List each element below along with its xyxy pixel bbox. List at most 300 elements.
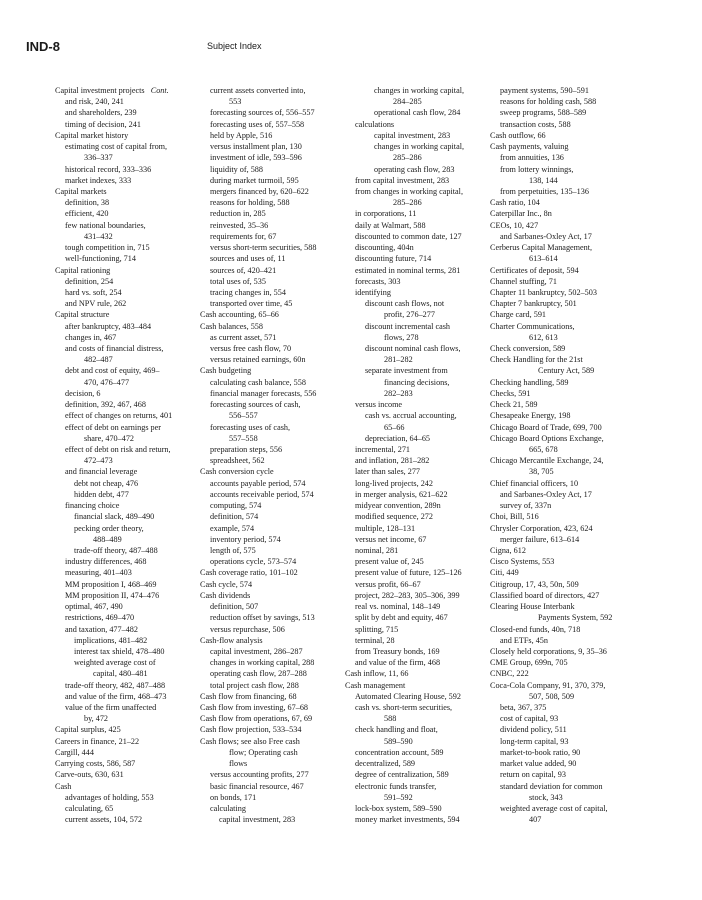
index-entry — [200, 377, 316, 388]
index-entry — [355, 433, 464, 444]
index-entry — [490, 343, 612, 354]
index-entry-text: financing decisions, — [384, 377, 450, 387]
index-entry — [200, 354, 316, 365]
index-column-1 — [55, 85, 172, 825]
index-entry-text: MM proposition I, 468–469 — [65, 579, 157, 589]
index-entry-text: 65–66 — [384, 422, 405, 432]
index-entry-text: versus income — [355, 400, 403, 410]
index-entry-text: Cash conversion cycle — [200, 467, 274, 477]
index-entry — [55, 197, 172, 208]
index-entry — [200, 410, 316, 421]
index-entry — [200, 646, 316, 657]
index-entry-text: Cash cycle, 574 — [200, 579, 253, 589]
index-entry — [200, 107, 316, 118]
index-entry — [200, 444, 316, 455]
index-entry — [200, 298, 316, 309]
index-entry — [355, 242, 464, 253]
index-entry — [355, 747, 464, 758]
index-entry-text: Chrysler Corporation, 423, 624 — [490, 523, 593, 533]
index-entry-text: investment of idle, 593–596 — [210, 153, 302, 163]
index-entry — [500, 635, 612, 646]
index-entry — [490, 455, 612, 466]
index-entry — [200, 332, 316, 343]
index-entry-text: 612, 613 — [529, 332, 558, 342]
index-entry-text: Capital surplus, 425 — [55, 725, 121, 735]
index-entry — [500, 444, 612, 455]
index-entry-text: Cash flow projection, 533–534 — [200, 725, 302, 735]
index-entry-text: on bonds, 171 — [210, 792, 257, 802]
index-entry — [490, 242, 612, 253]
index-entry — [490, 410, 612, 421]
index-entry — [500, 119, 612, 130]
index-entry — [55, 601, 172, 612]
index-entry-text: definition, 507 — [210, 602, 259, 612]
index-entry-text: Cash ratio, 104 — [490, 198, 540, 208]
index-entry-text: example, 574 — [210, 523, 255, 533]
index-entry-text: definition, 38 — [65, 198, 110, 208]
index-entry — [55, 433, 172, 444]
index-entry-text: total uses of, 535 — [210, 276, 266, 286]
index-entry — [55, 556, 172, 567]
index-entry-text: current assets converted into, — [210, 86, 306, 95]
index-entry-text: 482–487 — [84, 355, 113, 365]
index-entry-text: in corporations, 11 — [355, 209, 417, 219]
index-entry-text: measuring, 401–403 — [65, 568, 132, 578]
index-entry-text: definition, 392, 467, 468 — [65, 400, 146, 410]
index-entry-text: forecasting uses of, 557–558 — [210, 119, 305, 129]
index-entry — [490, 141, 612, 152]
index-entry-text: and Sarbanes-Oxley Act, 17 — [500, 489, 592, 499]
index-entry-text: operational cash flow, 284 — [374, 108, 461, 118]
index-entry — [490, 298, 612, 309]
index-entry — [500, 85, 612, 96]
index-entry-text: return on capital, 93 — [500, 770, 566, 780]
index-entry-text: Cargill, 444 — [55, 747, 94, 757]
index-entry — [355, 612, 464, 623]
index-entry-text: Checks, 591 — [490, 388, 531, 398]
index-entry-text: forecasting sources of cash, — [210, 400, 301, 410]
index-entry-text: market value added, 90 — [500, 759, 577, 769]
page-title: Subject Index — [207, 41, 262, 51]
index-entry — [55, 276, 172, 287]
index-entry-text: Capital markets — [55, 186, 107, 196]
index-entry — [200, 590, 316, 601]
index-entry-text: Chapter 11 bankruptcy, 502–503 — [490, 287, 597, 297]
index-entry-text: inventory period, 574 — [210, 534, 281, 544]
index-entry — [55, 702, 172, 713]
index-entry-text: discount incremental cash — [365, 321, 451, 331]
index-entry — [355, 130, 464, 141]
index-entry — [200, 612, 316, 623]
index-entry — [500, 186, 612, 197]
index-entry-text: implications, 481–482 — [74, 635, 148, 645]
index-entry — [55, 579, 172, 590]
index-entry — [200, 96, 316, 107]
index-entry — [355, 253, 464, 264]
index-entry-text: 665, 678 — [529, 445, 558, 454]
index-entry — [200, 724, 316, 735]
index-entry — [55, 657, 172, 668]
index-entry-text: 282–283 — [384, 388, 413, 398]
index-entry — [55, 758, 172, 769]
continued-label: Cont. — [144, 86, 169, 95]
index-entry-text: basic financial resource, 467 — [210, 781, 304, 791]
index-entry — [500, 253, 612, 264]
index-entry-text: discount cash flows, not — [365, 299, 445, 309]
index-entry-text: after bankruptcy, 483–484 — [65, 321, 152, 331]
index-entry-text: spreadsheet, 562 — [210, 456, 265, 466]
index-entry — [355, 590, 464, 601]
index-entry — [355, 422, 464, 433]
index-entry-text: modified sequence, 272 — [355, 512, 433, 522]
index-entry-text: 589–590 — [384, 736, 413, 746]
index-entry-text: from perpetuities, 135–136 — [500, 186, 589, 196]
index-entry-text: length of, 575 — [210, 545, 256, 555]
index-entry — [355, 208, 464, 219]
index-entry — [200, 85, 316, 96]
index-entry-text: Cash payments, valuing — [490, 142, 569, 152]
index-entry — [200, 466, 316, 477]
index-entry-text: from capital investment, 283 — [355, 175, 450, 185]
index-entry — [55, 466, 172, 477]
index-entry — [200, 489, 316, 500]
index-entry — [355, 309, 464, 320]
index-entry-text: forecasting uses of cash, — [210, 422, 291, 432]
index-entry — [345, 668, 464, 679]
index-entry — [55, 399, 172, 410]
index-entry-text: incremental, 271 — [355, 445, 411, 454]
index-entry-text: Cisco Systems, 553 — [490, 557, 555, 567]
index-entry — [200, 769, 316, 780]
index-entry — [355, 702, 464, 713]
index-entry — [200, 579, 316, 590]
index-entry-text: discount nominal cash flows, — [365, 344, 461, 354]
index-entry-text: cash vs. accrual accounting, — [365, 411, 457, 421]
index-entry-text: money market investments, 594 — [355, 815, 460, 825]
index-entry — [355, 332, 464, 343]
index-entry — [55, 500, 172, 511]
index-entry-text: versus free cash flow, 70 — [210, 344, 292, 354]
index-entry-text: Cash flow from financing, 68 — [200, 691, 297, 701]
index-entry — [200, 781, 316, 792]
index-entry — [355, 500, 464, 511]
index-entry — [200, 624, 316, 635]
index-entry-text: current assets, 104, 572 — [65, 815, 143, 825]
index-entry-text: 138, 144 — [529, 175, 558, 185]
index-entry — [500, 332, 612, 343]
index-entry-text: 285–286 — [393, 153, 422, 163]
index-entry — [490, 668, 612, 679]
index-entry-text: discounting future, 714 — [355, 254, 432, 264]
index-entry-text: liquidity of, 588 — [210, 164, 263, 174]
index-entry — [200, 545, 316, 556]
index-entry-text: daily at Walmart, 588 — [355, 220, 426, 230]
index-entry — [55, 231, 172, 242]
index-entry — [355, 276, 464, 287]
index-entry — [355, 489, 464, 500]
index-entry-text: changes in, 467 — [65, 332, 117, 342]
index-entry-text: long-term capital, 93 — [500, 736, 569, 746]
index-entry-text: Payments System, 592 — [538, 613, 613, 623]
index-entry-text: multiple, 128–131 — [355, 523, 416, 533]
index-entry — [55, 175, 172, 186]
index-entry-text: and financial leverage — [65, 467, 138, 477]
index-entry — [200, 758, 316, 769]
index-entry — [355, 814, 464, 825]
index-entry-text: versus net income, 67 — [355, 534, 427, 544]
index-entry-text: 613–614 — [529, 254, 558, 264]
index-entry — [200, 130, 316, 141]
index-entry — [355, 579, 464, 590]
index-entry-text: advantages of holding, 553 — [65, 792, 154, 802]
index-entry — [200, 119, 316, 130]
index-entry-text: 285–286 — [393, 198, 422, 208]
index-entry — [490, 265, 612, 276]
index-entry-text: 284–285 — [393, 97, 422, 107]
index-entry — [200, 668, 316, 679]
index-entry-text: electronic funds transfer, — [355, 781, 437, 791]
index-entry-text: trade-off theory, 487–488 — [74, 545, 158, 555]
index-entry — [500, 107, 612, 118]
index-entry — [500, 231, 612, 242]
index-entry — [55, 343, 172, 354]
index-entry — [490, 567, 612, 578]
index-entry — [355, 758, 464, 769]
index-entry-text: decision, 6 — [65, 388, 101, 398]
index-entry — [55, 736, 172, 747]
index-entry-text: pecking order theory, — [74, 523, 144, 533]
index-entry-text: weighted average cost of — [74, 658, 156, 668]
index-entry — [490, 388, 612, 399]
index-entry-text: merger failure, 613–614 — [500, 534, 580, 544]
index-entry — [55, 164, 172, 175]
index-entry-text: trade-off theory, 482, 487–488 — [65, 680, 166, 690]
index-entry — [55, 769, 172, 780]
index-entry-text: Check conversion, 589 — [490, 344, 566, 354]
index-entry-text: Chief financial officers, 10 — [490, 478, 579, 488]
index-entry — [200, 208, 316, 219]
index-entry-text: accounts receivable period, 574 — [210, 489, 314, 499]
index-entry — [200, 433, 316, 444]
index-entry-text: hard vs. soft, 254 — [65, 287, 122, 297]
index-entry — [200, 253, 316, 264]
index-entry-text: dividend policy, 511 — [500, 725, 567, 735]
index-entry — [200, 365, 316, 376]
index-entry — [55, 590, 172, 601]
index-entry-text: Coca-Cola Company, 91, 370, 379, — [490, 680, 606, 690]
index-entry-text: historical record, 333–336 — [65, 164, 152, 174]
index-entry-text: during market turmoil, 595 — [210, 175, 299, 185]
index-entry — [355, 152, 464, 163]
index-entry — [355, 466, 464, 477]
index-entry — [55, 545, 172, 556]
index-entry-text: total project cash flow, 288 — [210, 680, 299, 690]
index-entry — [200, 309, 316, 320]
index-entry — [500, 691, 612, 702]
index-entry-text: from Treasury bonds, 169 — [355, 646, 440, 656]
index-entry — [55, 85, 172, 96]
index-entry-text: CEOs, 10, 427 — [490, 220, 539, 230]
index-entry — [55, 680, 172, 691]
index-entry-text: survey of, 337n — [500, 501, 552, 511]
index-entry — [55, 668, 172, 679]
index-entry — [500, 814, 612, 825]
index-entry-text: as current asset, 571 — [210, 332, 277, 342]
index-entry — [500, 781, 612, 792]
index-entry-text: Chicago Board of Trade, 699, 700 — [490, 422, 602, 432]
index-entry — [200, 422, 316, 433]
index-entry-text: 407 — [529, 815, 542, 825]
index-entry-text: capital investment, 286–287 — [210, 646, 303, 656]
index-entry-text: Cigna, 612 — [490, 545, 526, 555]
index-entry — [355, 781, 464, 792]
index-entry — [200, 399, 316, 410]
index-entry-text: and taxation, 477–482 — [65, 624, 138, 634]
index-entry — [355, 444, 464, 455]
index-column-4 — [490, 85, 613, 825]
index-entry — [55, 321, 172, 332]
index-entry-text: debt not cheap, 476 — [74, 478, 139, 488]
index-entry — [55, 478, 172, 489]
index-entry-text: financial manager forecasts, 556 — [210, 388, 317, 398]
index-entry — [355, 377, 464, 388]
index-entry-text: reasons for holding cash, 588 — [500, 97, 597, 107]
index-entry — [355, 231, 464, 242]
index-entry — [355, 96, 464, 107]
index-entry — [355, 646, 464, 657]
index-entry-text: capital investment, 283 — [219, 815, 296, 825]
index-entry-text: Cerberus Capital Management, — [490, 243, 593, 253]
index-entry-text: restrictions, 469–470 — [65, 613, 135, 623]
index-entry-text: calculating, 65 — [65, 804, 114, 813]
index-entry — [55, 567, 172, 578]
index-entry — [200, 321, 316, 332]
index-entry-text: Check Handling for the 21st — [490, 355, 583, 365]
index-entry — [355, 624, 464, 635]
index-entry-text: forecasts, 303 — [355, 276, 401, 286]
index-entry — [490, 556, 612, 567]
index-entry-text: 507, 508, 509 — [529, 691, 575, 701]
index-column-3 — [345, 85, 465, 825]
index-entry-text: Choi, Bill, 516 — [490, 512, 539, 522]
index-entry — [490, 478, 612, 489]
index-entry — [55, 803, 172, 814]
index-entry — [500, 792, 612, 803]
index-entry-text: midyear convention, 289n — [355, 501, 441, 511]
index-entry — [55, 455, 172, 466]
index-entry-text: sources and uses of, 11 — [210, 254, 286, 264]
index-entry-text: share, 470–472 — [84, 433, 135, 443]
index-entry-text: debt and cost of equity, 469– — [65, 366, 160, 376]
index-entry-text: Cash flow from operations, 67, 69 — [200, 714, 313, 724]
index-entry-text: standard deviation for common — [500, 781, 603, 791]
page-label: IND-8 — [26, 39, 60, 54]
index-entry-text: Capital structure — [55, 310, 110, 320]
index-entry — [55, 354, 172, 365]
index-entry-text: Cash coverage ratio, 101–102 — [200, 568, 298, 578]
index-entry-text: 591–592 — [384, 792, 413, 802]
index-entry-text: changes in working capital, 288 — [210, 658, 315, 668]
index-entry — [490, 130, 612, 141]
index-entry — [200, 164, 316, 175]
index-entry-text: Carve-outs, 630, 631 — [55, 770, 124, 780]
index-entry — [500, 702, 612, 713]
index-entry — [355, 141, 464, 152]
index-entry-text: market-to-book ratio, 90 — [500, 747, 581, 757]
index-entry — [500, 500, 612, 511]
index-entry — [500, 747, 612, 758]
index-entry — [55, 309, 172, 320]
index-entry-text: optimal, 467, 490 — [65, 602, 123, 612]
index-entry-text: mergers financed by, 620–622 — [210, 186, 309, 196]
index-entry — [55, 141, 172, 152]
index-entry-text: Chapter 7 bankruptcy, 501 — [490, 299, 577, 309]
index-entry — [55, 747, 172, 758]
index-entry — [200, 186, 316, 197]
index-entry-text: flow; Operating cash — [229, 747, 298, 757]
index-entry-text: Cash flows; see also Free cash — [200, 736, 300, 746]
index-entry — [490, 657, 612, 668]
index-entry-text: Clearing House Interbank — [490, 602, 575, 612]
index-entry — [355, 736, 464, 747]
index-entry-text: efficient, 420 — [65, 209, 109, 219]
index-entry — [355, 388, 464, 399]
index-entry — [355, 601, 464, 612]
index-entry — [55, 814, 172, 825]
index-entry — [490, 601, 612, 612]
index-entry — [200, 276, 316, 287]
index-entry-text: Caterpillar Inc., 8n — [490, 209, 552, 219]
index-entry — [355, 635, 464, 646]
index-entry — [490, 545, 612, 556]
index-entry — [200, 175, 316, 186]
index-entry-text: industry differences, 468 — [65, 557, 147, 567]
index-entry — [55, 130, 172, 141]
index-entry-text: Charter Communications, — [490, 321, 575, 331]
index-entry — [55, 119, 172, 130]
index-entry-text: by, 472 — [84, 714, 109, 724]
index-entry — [200, 534, 316, 545]
index-entry — [490, 197, 612, 208]
index-entry — [55, 792, 172, 803]
index-entry — [55, 287, 172, 298]
index-entry — [55, 253, 172, 264]
index-entry — [55, 365, 172, 376]
index-entry — [200, 747, 316, 758]
index-entry — [500, 489, 612, 500]
index-entry — [355, 556, 464, 567]
index-entry — [200, 792, 316, 803]
index-entry-text: and value of the firm, 468 — [355, 658, 441, 668]
index-entry — [355, 287, 464, 298]
index-entry — [490, 208, 612, 219]
index-entry — [355, 713, 464, 724]
index-entry — [355, 657, 464, 668]
index-entry — [500, 758, 612, 769]
index-entry — [55, 265, 172, 276]
index-entry-text: discounting, 404n — [355, 243, 414, 253]
index-entry — [55, 646, 172, 657]
index-entry-text: and value of the firm, 468–473 — [65, 691, 167, 701]
index-entry — [200, 702, 316, 713]
index-entry — [355, 365, 464, 376]
index-entry — [490, 354, 612, 365]
index-entry-text: project, 282–283, 305–306, 399 — [355, 590, 460, 600]
index-entry — [200, 455, 316, 466]
index-entry-text: splitting, 715 — [355, 624, 399, 634]
index-entry — [55, 410, 172, 421]
index-entry — [55, 489, 172, 500]
